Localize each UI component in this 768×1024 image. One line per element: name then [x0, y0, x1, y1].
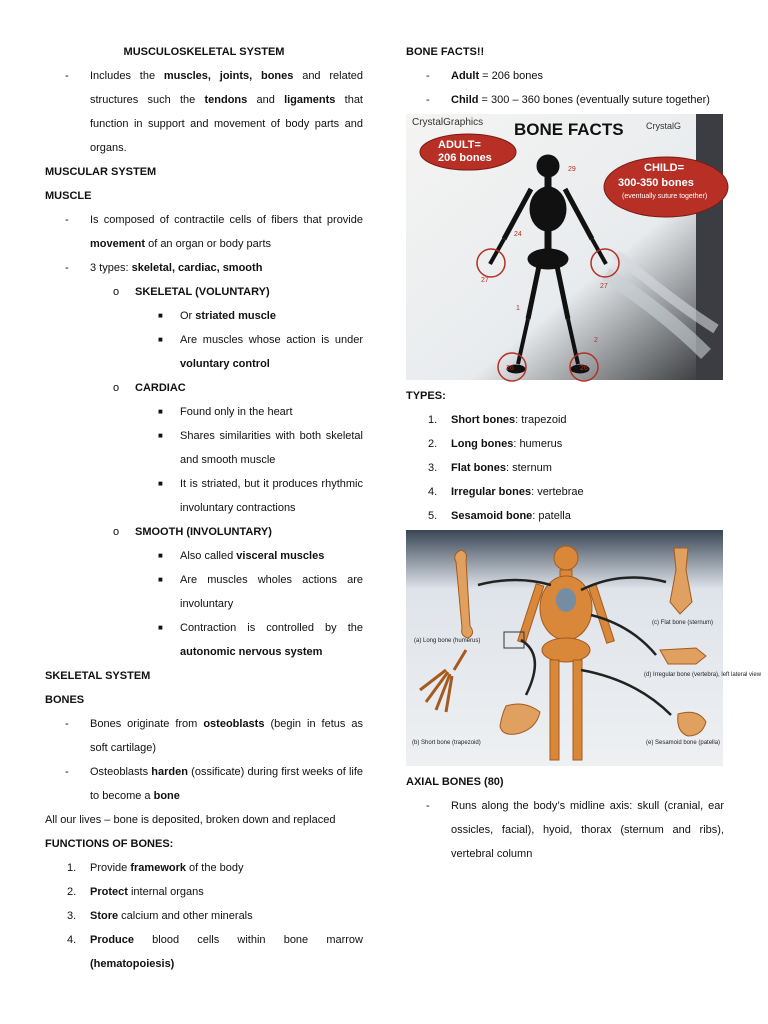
svg-text:26: 26 [506, 365, 514, 372]
square-bullet-icon: ■ [158, 335, 163, 344]
irregular-bone-icon [660, 648, 706, 664]
svg-text:(a) Long bone (humerus): (a) Long bone (humerus) [414, 638, 481, 644]
svg-text:(b) Short bone (trapezoid): (b) Short bone (trapezoid) [412, 740, 481, 746]
svg-text:(eventually suture together): (eventually suture together) [622, 193, 708, 200]
dash-marker: - [426, 94, 430, 106]
bone-facts-title: BONE FACTS [514, 120, 624, 139]
child-item: - Child = 300 – 360 bones (eventually suture together) [406, 88, 724, 112]
type-item-4: 4. Irregular bones: vertebrae [428, 486, 584, 498]
square-bullet-icon: ■ [158, 407, 163, 416]
brand-text: CrystalGraphics [412, 117, 484, 128]
square-bullet-icon: ■ [158, 479, 163, 488]
square-bullet-icon: ■ [158, 431, 163, 440]
svg-text:(e) Sesamoid bone (patella): (e) Sesamoid bone (patella) [646, 740, 721, 746]
svg-text:27: 27 [481, 277, 489, 284]
svg-text:27: 27 [600, 283, 608, 290]
bones-item-1: - Bones originate from osteoblasts (begin in fetus as soft cartilage) [45, 712, 363, 760]
cardiac-item-2: ■ Shares similarities with both skeletal and smooth muscle [45, 424, 363, 472]
square-bullet-icon: ■ [158, 551, 163, 560]
circle-marker: o [113, 526, 120, 538]
cardiac-item-3: ■ It is striated, but it produces rhythmic involuntary contractions [45, 472, 363, 520]
muscle-heading: MUSCLE [45, 190, 92, 202]
type-item-5: 5. Sesamoid bone: patella [428, 510, 571, 522]
function-item-1: 1. Provide framework of the body [67, 862, 244, 874]
square-bullet-icon: ■ [158, 575, 163, 584]
skeletal-item-1: ■ Or striated muscle [45, 304, 363, 328]
square-bullet-icon: ■ [158, 311, 163, 320]
dash-marker: - [65, 766, 69, 778]
types-heading: TYPES: [406, 390, 446, 402]
skeletal-voluntary-heading: o SKELETAL (VOLUNTARY) [45, 280, 363, 304]
skeletal-system-heading: SKELETAL SYSTEM [45, 670, 151, 682]
intro-item: - Includes the muscles, joints, bones and related structures such the tendons and ligaments that function in support and movement of body parts and organs. [45, 64, 363, 160]
bone-facts-image [406, 114, 723, 380]
svg-text:2: 2 [594, 337, 598, 344]
type-item-2: 2. Long bones: humerus [428, 438, 563, 450]
functions-heading: FUNCTIONS OF BONES: [45, 838, 174, 850]
bone-facts-heading: BONE FACTS!! [406, 46, 485, 58]
dash-marker: - [426, 800, 430, 812]
dash-marker: - [65, 718, 69, 730]
svg-text:300-350 bones: 300-350 bones [618, 177, 694, 189]
svg-text:(d) Irregular bone (vertebra),: (d) Irregular bone (vertebra), left lateral view [644, 672, 762, 678]
smooth-involuntary-heading: o SMOOTH (INVOLUNTARY) [45, 520, 363, 544]
svg-text:206 bones: 206 bones [438, 152, 492, 164]
svg-text:29: 29 [568, 166, 576, 173]
circle-marker: o [113, 382, 120, 394]
muscle-item-2: - 3 types: skeletal, cardiac, smooth [45, 256, 363, 280]
muscle-item-1: - Is composed of contractile cells of fibers that provide movement of an organ or body parts [45, 208, 363, 256]
smooth-item-1: ■ Also called visceral muscles [45, 544, 363, 568]
cardiac-heading: o CARDIAC [45, 376, 363, 400]
svg-text:(c) Flat bone (sternum): (c) Flat bone (sternum) [652, 620, 714, 626]
circle-marker: o [113, 286, 120, 298]
square-bullet-icon: ■ [158, 623, 163, 632]
smooth-item-2: ■ Are muscles wholes actions are involuntary [45, 568, 363, 616]
bones-heading: BONES [45, 694, 85, 706]
right-column [406, 40, 762, 866]
dash-marker: - [426, 70, 430, 82]
dash-marker: - [65, 70, 69, 82]
brand-text-2: CrystalG [646, 121, 682, 131]
function-item-4: 4. Produce blood cells within bone marrow (hematopoiesis) [67, 934, 363, 970]
muscular-system-heading: MUSCULAR SYSTEM [45, 166, 157, 178]
type-item-1: 1. Short bones: trapezoid [428, 414, 567, 426]
svg-text:1: 1 [516, 305, 520, 312]
svg-text:CHILD=: CHILD= [644, 162, 685, 174]
skeletal-item-2: ■ Are muscles whose action is under voluntary control [45, 328, 363, 376]
page-title: MUSCULOSKELETAL SYSTEM [123, 46, 285, 58]
axial-item: - Runs along the body’s midline axis: skull (cranial, ear ossicles, facial), hyoid, thorax (sternum and ribs), vertebral column [406, 794, 724, 866]
dash-marker: - [65, 262, 69, 274]
type-item-3: 3. Flat bones: sternum [428, 462, 552, 474]
left-column [45, 40, 363, 976]
dash-marker: - [65, 214, 69, 226]
svg-text:24: 24 [514, 231, 522, 238]
svg-text:ADULT=: ADULT= [438, 139, 481, 151]
bone-types-image [406, 530, 762, 766]
axial-bones-heading: AXIAL BONES (80) [406, 776, 504, 788]
adult-item: - Adult = 206 bones [406, 64, 724, 88]
cardiac-item-1: ■ Found only in the heart [45, 400, 363, 424]
function-item-2: 2. Protect internal organs [67, 886, 204, 898]
bones-item-2: - Osteoblasts harden (ossificate) during first weeks of life to become a bone [45, 760, 363, 808]
all-our-lives-text: All our lives – bone is deposited, broken down and replaced [45, 814, 336, 826]
svg-text:26: 26 [580, 365, 588, 372]
function-item-3: 3. Store calcium and other minerals [67, 910, 253, 922]
smooth-item-3: ■ Contraction is controlled by the autonomic nervous system [45, 616, 363, 664]
